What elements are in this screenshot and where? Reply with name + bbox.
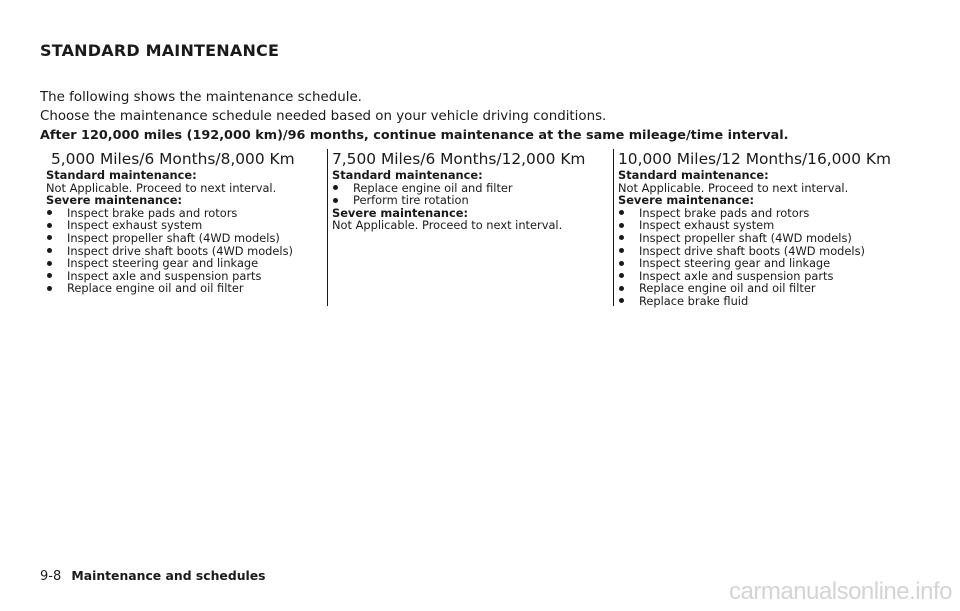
interval-column-3 [618,149,900,307]
severe-maintenance-label: Severe maintenance: [332,205,469,220]
standard-maintenance-list [332,182,608,207]
standard-maintenance-label: Standard maintenance: [332,168,483,182]
intro-section [40,88,940,145]
list-item: Inspect exhaust system [46,219,322,232]
bullet-icon [333,185,338,190]
bullet-icon [619,235,624,240]
list-item: Inspect axle and suspension parts [46,270,322,283]
bullet-icon [619,286,624,291]
list-item: Inspect drive shaft boots (4WD models) [46,245,322,258]
severe-maintenance-list [618,207,900,308]
interval-heading: 10,000 Miles/12 Months/16,000 Km [618,150,891,168]
severe-maintenance-text: Not Applicable. Proceed to next interval. [332,218,563,233]
interval-column-2 [332,149,608,307]
list-item: Inspect drive shaft boots (4WD models) [618,245,900,258]
interval-heading: 7,500 Miles/6 Months/12,000 Km [332,150,586,168]
column-divider [613,149,614,306]
bullet-icon [47,286,52,291]
intro-line-2: Choose the maintenance schedule needed based on your vehicle driving conditions. [40,109,607,124]
column-divider [327,149,328,306]
bullet-icon [47,210,52,215]
severe-maintenance-label: Severe maintenance: [618,193,755,208]
schedule-columns [40,149,900,309]
severe-maintenance-label: Severe maintenance: [46,193,183,208]
bullet-icon [619,248,624,253]
bullet-icon [47,248,52,253]
standard-maintenance-text: Not Applicable. Proceed to next interval. [618,180,849,195]
list-item: Inspect propeller shaft (4WD models) [618,232,900,245]
list-item: Inspect propeller shaft (4WD models) [46,232,322,245]
bullet-icon [619,210,624,215]
watermark: carmanualsonline.info [729,578,952,605]
list-item: Inspect brake pads and rotors [618,207,900,220]
bullet-icon [619,261,624,266]
chapter-title: Maintenance and schedules [71,568,266,583]
list-item: Inspect exhaust system [618,219,900,232]
list-item: Inspect steering gear and linkage [618,257,900,270]
list-item: Perform tire rotation [332,194,608,207]
interval-heading: 5,000 Miles/6 Months/8,000 Km [51,150,295,168]
bullet-icon [333,198,338,203]
bullet-icon [47,261,52,266]
list-item: Inspect axle and suspension parts [618,270,900,283]
list-item: Replace engine oil and oil filter [46,282,322,295]
page-title: STANDARD MAINTENANCE [40,41,280,60]
list-item: Replace engine oil and filter [332,182,608,195]
standard-maintenance-text: Not Applicable. Proceed to next interval. [46,180,277,195]
page-footer [40,568,266,584]
list-item: Inspect brake pads and rotors [46,207,322,220]
standard-maintenance-label: Standard maintenance: [46,168,197,182]
list-item: Inspect steering gear and linkage [46,257,322,270]
list-item: Replace brake fluid [618,295,900,308]
standard-maintenance-label: Standard maintenance: [618,168,769,182]
interval-column-1 [46,149,322,307]
bullet-icon [47,235,52,240]
bullet-icon [619,273,624,278]
bullet-icon [47,273,52,278]
bullet-icon [619,223,624,228]
list-item: Replace engine oil and oil filter [618,282,900,295]
intro-bold-note: After 120,000 miles (192,000 km)/96 months, continue maintenance at the same mileage/time interval. [40,128,789,143]
bullet-icon [47,223,52,228]
bullet-icon [619,298,624,303]
page-number: 9-8 [40,569,62,584]
intro-line-1: The following shows the maintenance schedule. [40,90,362,105]
severe-maintenance-list [46,207,322,295]
